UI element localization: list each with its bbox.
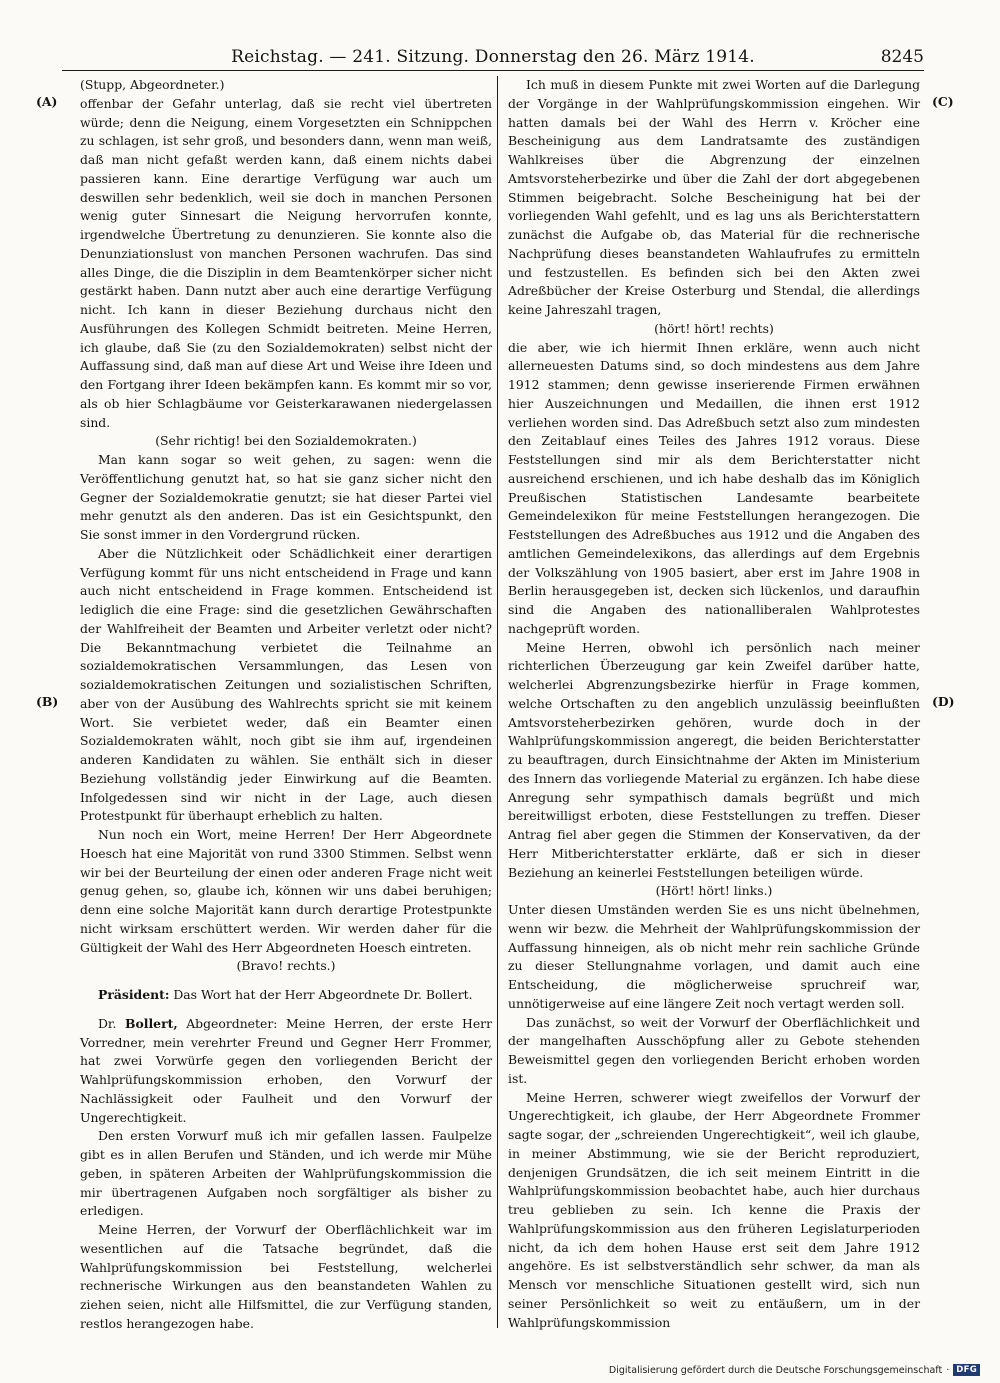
page-header (62, 44, 924, 71)
speech-text: Abgeordneter: Meine Herren, der erste Herr Vorredner, mein verehrter Freund und Gegner Herr Frommer, hat zwei Vorwürfe gegen den vorliegenden Bericht der Wahlprüfungskommission erhoben, den Vorwurf der Nachlässigkeit oder Faulheit und den Vorwurf der Ungerechtigkeit. (80, 1015, 492, 1125)
interjection: (Hört! hört! links.) (655, 883, 773, 899)
paragraph: die aber, wie ich hiermit Ihnen erkläre, wenn auch nicht allerneuesten Datums sind, so doch mindestens aus dem Jahre 1912 stammen; denn gewisse inserierende Firmen erwähnen hier Auszeichnungen und Medaillen, die ihnen erst 1912 verliehen worden sind. Das Adreßbuch setzt also zum mindesten den Zeitablauf eines Teiles des Jahres 1912 voraus. Diese Feststellungen sind mir als dem Berichterstatter nicht ausreichend erschienen, und ich habe deshalb das im Königlich Preußischen Statistischen Landesamte bearbeitete Gemeindelexikon für meine Feststellungen herangezogen. Die Feststellungen des Adreßbuches aus 1912 und die Angaben des amtlichen Gemeindelexikons, das allerdings auf dem Ergebnis der Volkszählung von 1905 basiert, aber erst im Jahre 1908 in Berlin herausgegeben ist, decken sich lückenlos, und daraufhin sind die Angaben des nationalliberalen Wahlprotestes nachgeprüft worden. (508, 339, 920, 636)
left-column (80, 76, 492, 1334)
paragraph: Unter diesen Umständen werden Sie es uns nicht übelnehmen, wenn wir bezw. die Mehrheit der Wahlprüfungskommission der Auffassung hinneigen, als ob nicht mehr rein sachliche Gründe zu dieser Stellungnahme vorlagen, und damit auch eine Entscheidung, die möglicherweise spruchreif war, unnötigerweise auf eine längere Zeit noch vertagt werden soll. (508, 902, 920, 1011)
margin-marker-d: (D) (932, 694, 955, 709)
statement-text: Das Wort hat der Herr Abgeordnete Dr. Bollert. (169, 987, 473, 1002)
paragraph: Meine Herren, der Vorwurf der Oberflächlichkeit war im wesentlichen auf die Tatsache begründet, daß die Wahlprüfungskommission bei Feststellung, welcherlei rechnerische Wirkungen aus den beanstandeten Wahlen zu ziehen seien, nicht alle Hilfsmittel, die zur Verfügung standen, restlos herangezogen habe. (80, 1222, 492, 1331)
paragraph: Den ersten Vorwurf muß ich mir gefallen lassen. Faulpelze gibt es in allen Berufen und Ständen, und ich werde mir Mühe geben, in späteren Arbeiten der Wahlprüfungskommission die mir übertragenen Aufgaben noch sorgfältiger als bisher zu erledigen. (80, 1128, 492, 1219)
footer-text: Digitalisierung gefördert durch die Deutsche Forschungsgemeinschaft (608, 1364, 943, 1376)
column-divider (497, 76, 498, 1328)
paragraph: Man kann sogar so weit gehen, zu sagen: wenn die Veröffentlichung genutzt hat, so hat sie ganz sicher nicht den Gegner der Sozialdemokratie genutzt; sie hat dieser Partei viel mehr genutzt als den anderen. Das ist ein Gesichtspunkt, den Sie sonst immer in den Vordergrund rücken. (80, 452, 492, 542)
speaker-tag: (Stupp, Abgeordneter.) (80, 77, 225, 92)
footer-dot: · (946, 1364, 950, 1376)
paragraph: offenbar der Gefahr unterlag, daß sie recht viel übertreten würde; denn die Neigung, einem Vorgesetzten ein Schnippchen zu schlagen, ist sehr groß, und besonders dann, wenn man weiß, daß man nicht gefaßt werden kann, daß einem nichts dabei passieren kann. Eine derartige Verfügung war auch um deswillen sehr bedenklich, weil sie doch in manchen Personen wenig guter Sinnesart die Neigung hervorrufen konnte, irgendwelche Übertretung zu denunzieren. Sie konnte also die Denunziationslust von manchen Personen wachrufen. Das sind alles Dinge, die die Disziplin in dem Beamtenkörper sicher nicht gestärkt haben. Dann nutzt aber auch eine derartige Verfügung nicht. Ich kann in dieser Beziehung durchaus nicht den Ausführungen des Kollegen Schmidt beitreten. Meine Herren, ich glaube, daß Sie (zu den Sozialdemokraten) selbst nicht der Auffassung sind, daß man auf diese Art und Weise ihre Ideen und den Fortgang ihrer Ideen bekämpfen kann. Es kommt mir so vor, als ob hier Schlagbäume vor Geisterkarawanen niedergelassen sind. (80, 95, 492, 430)
speech-opening (80, 1015, 492, 1128)
dfg-logo: DFG (953, 1364, 980, 1376)
interjection: (hört! hört! rechts) (654, 320, 774, 336)
margin-marker-a: (A) (36, 94, 58, 109)
margin-marker-c: (C) (932, 94, 954, 109)
paragraph: Meine Herren, obwohl ich persönlich nach meiner richterlichen Überzeugung gar kein Zweifel darüber hatte, welcherlei Abgrenzungsbezirke hierfür in Frage kommen, welche Ortschaften zu den angeblich unzulässig beeinflußten Amtsvorsteherbezirken gehören, wurde doch in der Wahlprüfungskommission angeregt, die beiden Berichterstatter zu beauftragen, durch Einsichtnahme der Akten im Ministerium des Innern das vorliegende Material zu ergänzen. Ich habe diese Anregung sehr sympathisch damals begrüßt und mich bereitwilligst erboten, diese Feststellungen zu treffen. Dieser Antrag fiel aber gegen die Stimmen der Konservativen, da der Herr Mitberichterstatter erklärte, daß er sich in dieser Beziehung an keinerlei Feststellungen beteiligen würde. (508, 639, 920, 880)
running-title: Reichstag. — 241. Sitzung. Donnerstag den 26. März 1914. (231, 47, 755, 67)
paragraph: Ich muß in diesem Punkte mit zwei Worten auf die Darlegung der Vorgänge in der Wahlprüfungskommission eingehen. Wir hatten damals bei der Wahl des Herrn v. Kröcher eine Bescheinigung aus dem Landratsamte des zuständigen Wahlkreises über die Abgrenzung der einzelnen Amtsvorsteherbezirke und über die Zahl der dort abgegebenen Stimmen beigebracht. Solche Bescheinigung hat bei der vorliegenden Wahl gefehlt, und es lag uns als Berichterstattern zunächst die Aufgabe ob, das Material für die rechnerische Nachprüfung dieses beanstandeten Wahlaufrufes zu ermitteln und festzustellen. Es befinden sich bei den Akten zwei Adreßbücher der Kreise Osterburg und Stendal, die allerdings keine Jahreszahl tragen, (508, 77, 920, 317)
paragraph: Aber die Nützlichkeit oder Schädlichkeit einer derartigen Verfügung kommt für uns nicht entscheidend in Frage und kann auch nicht entscheidend in Frage kommen. Entscheidend ist lediglich die eine Frage: sind die gesetzlichen Gewährschaften der Wahlfreiheit der Beamten und Arbeiter verletzt oder nicht? Die Bekanntmachung verbietet die Teilnahme an sozialdemokratischen Versammlungen, das Lesen von sozialdemokratischen Zeitungen und sozialistischen Schriften, aber von der Ausübung des Wahlrechts spricht sie mit keinem Wort. Sie verbietet weder, daß ein Beamter einen Sozialdemokraten wählt, noch gibt sie ihm auf, irgendeinen anderen Kandidaten zu wählen. Sie enthält sich in dieser Beziehung vollständig jeder Einwirkung auf die Beamten. Infolgedessen sind wir nicht in der Lage, auch diesen Protestpunkt für überhaupt erheblich zu halten. (80, 545, 492, 824)
digitization-footer (609, 1364, 980, 1376)
paragraph: Das zunächst, so weit der Vorwurf der Oberflächlichkeit und der mangelhaften Ausschöpfung aller zu Gebote stehenden Beweismittel gegen den vorliegenden Bericht erhoben worden ist. (508, 1014, 920, 1086)
speaker-title: Dr. (98, 1015, 126, 1031)
paragraph: Nun noch ein Wort, meine Herren! Der Herr Abgeordnete Hoesch hat eine Majorität von rund 3300 Stimmen. Selbst wenn wir bei der Beurteilung der einen oder anderen Frage nicht weit genug gehen, so, glaube ich, können wir uns dabei beruhigen; denn eine solche Majorität kann durch derartige Protestpunkte nicht wirksam erschüttert werden. Wir werden daher für die Gültigkeit der Wahl des Herr Abgeordneten Hoesch eintreten. (80, 827, 492, 955)
page-number: 8245 (880, 47, 924, 67)
paragraph: Meine Herren, schwerer wiegt zweifellos der Vorwurf der Ungerechtigkeit, ich glaube, der Herr Abgeordnete Frommer sagte sogar, der „schreienden Ungerechtigkeit“, weil ich glaube, in meiner Abstimmung, wie sie der Bericht reproduziert, denjenigen Grundsätzen, die ich seit meinem Eintritt in die Wahlprüfungskommission beobachtet habe, auch hier durchaus treu geblieben zu sein. Ich kenne die Praxis der Wahlprüfungskommission aus den früheren Legislaturperioden nicht, da ich dem hohen Hause erst seit dem Jahre 1912 angehöre. Es ist selbstverständlich sehr schwer, da man als Mensch vor menschliche Situationen gestellt wird, sich nun seiner Persönlichkeit so weit zu entäußern, um in der Wahlprüfungskommission (508, 1089, 920, 1330)
interjection: (Bravo! rechts.) (236, 958, 336, 974)
interjection: (Sehr richtig! bei den Sozialdemokraten.) (155, 433, 417, 449)
president-statement (80, 986, 492, 1005)
margin-marker-b: (B) (36, 694, 59, 709)
speaker-label: Präsident: (98, 987, 170, 1002)
right-column (508, 76, 920, 1332)
speaker-name: Bollert, (125, 1015, 178, 1031)
